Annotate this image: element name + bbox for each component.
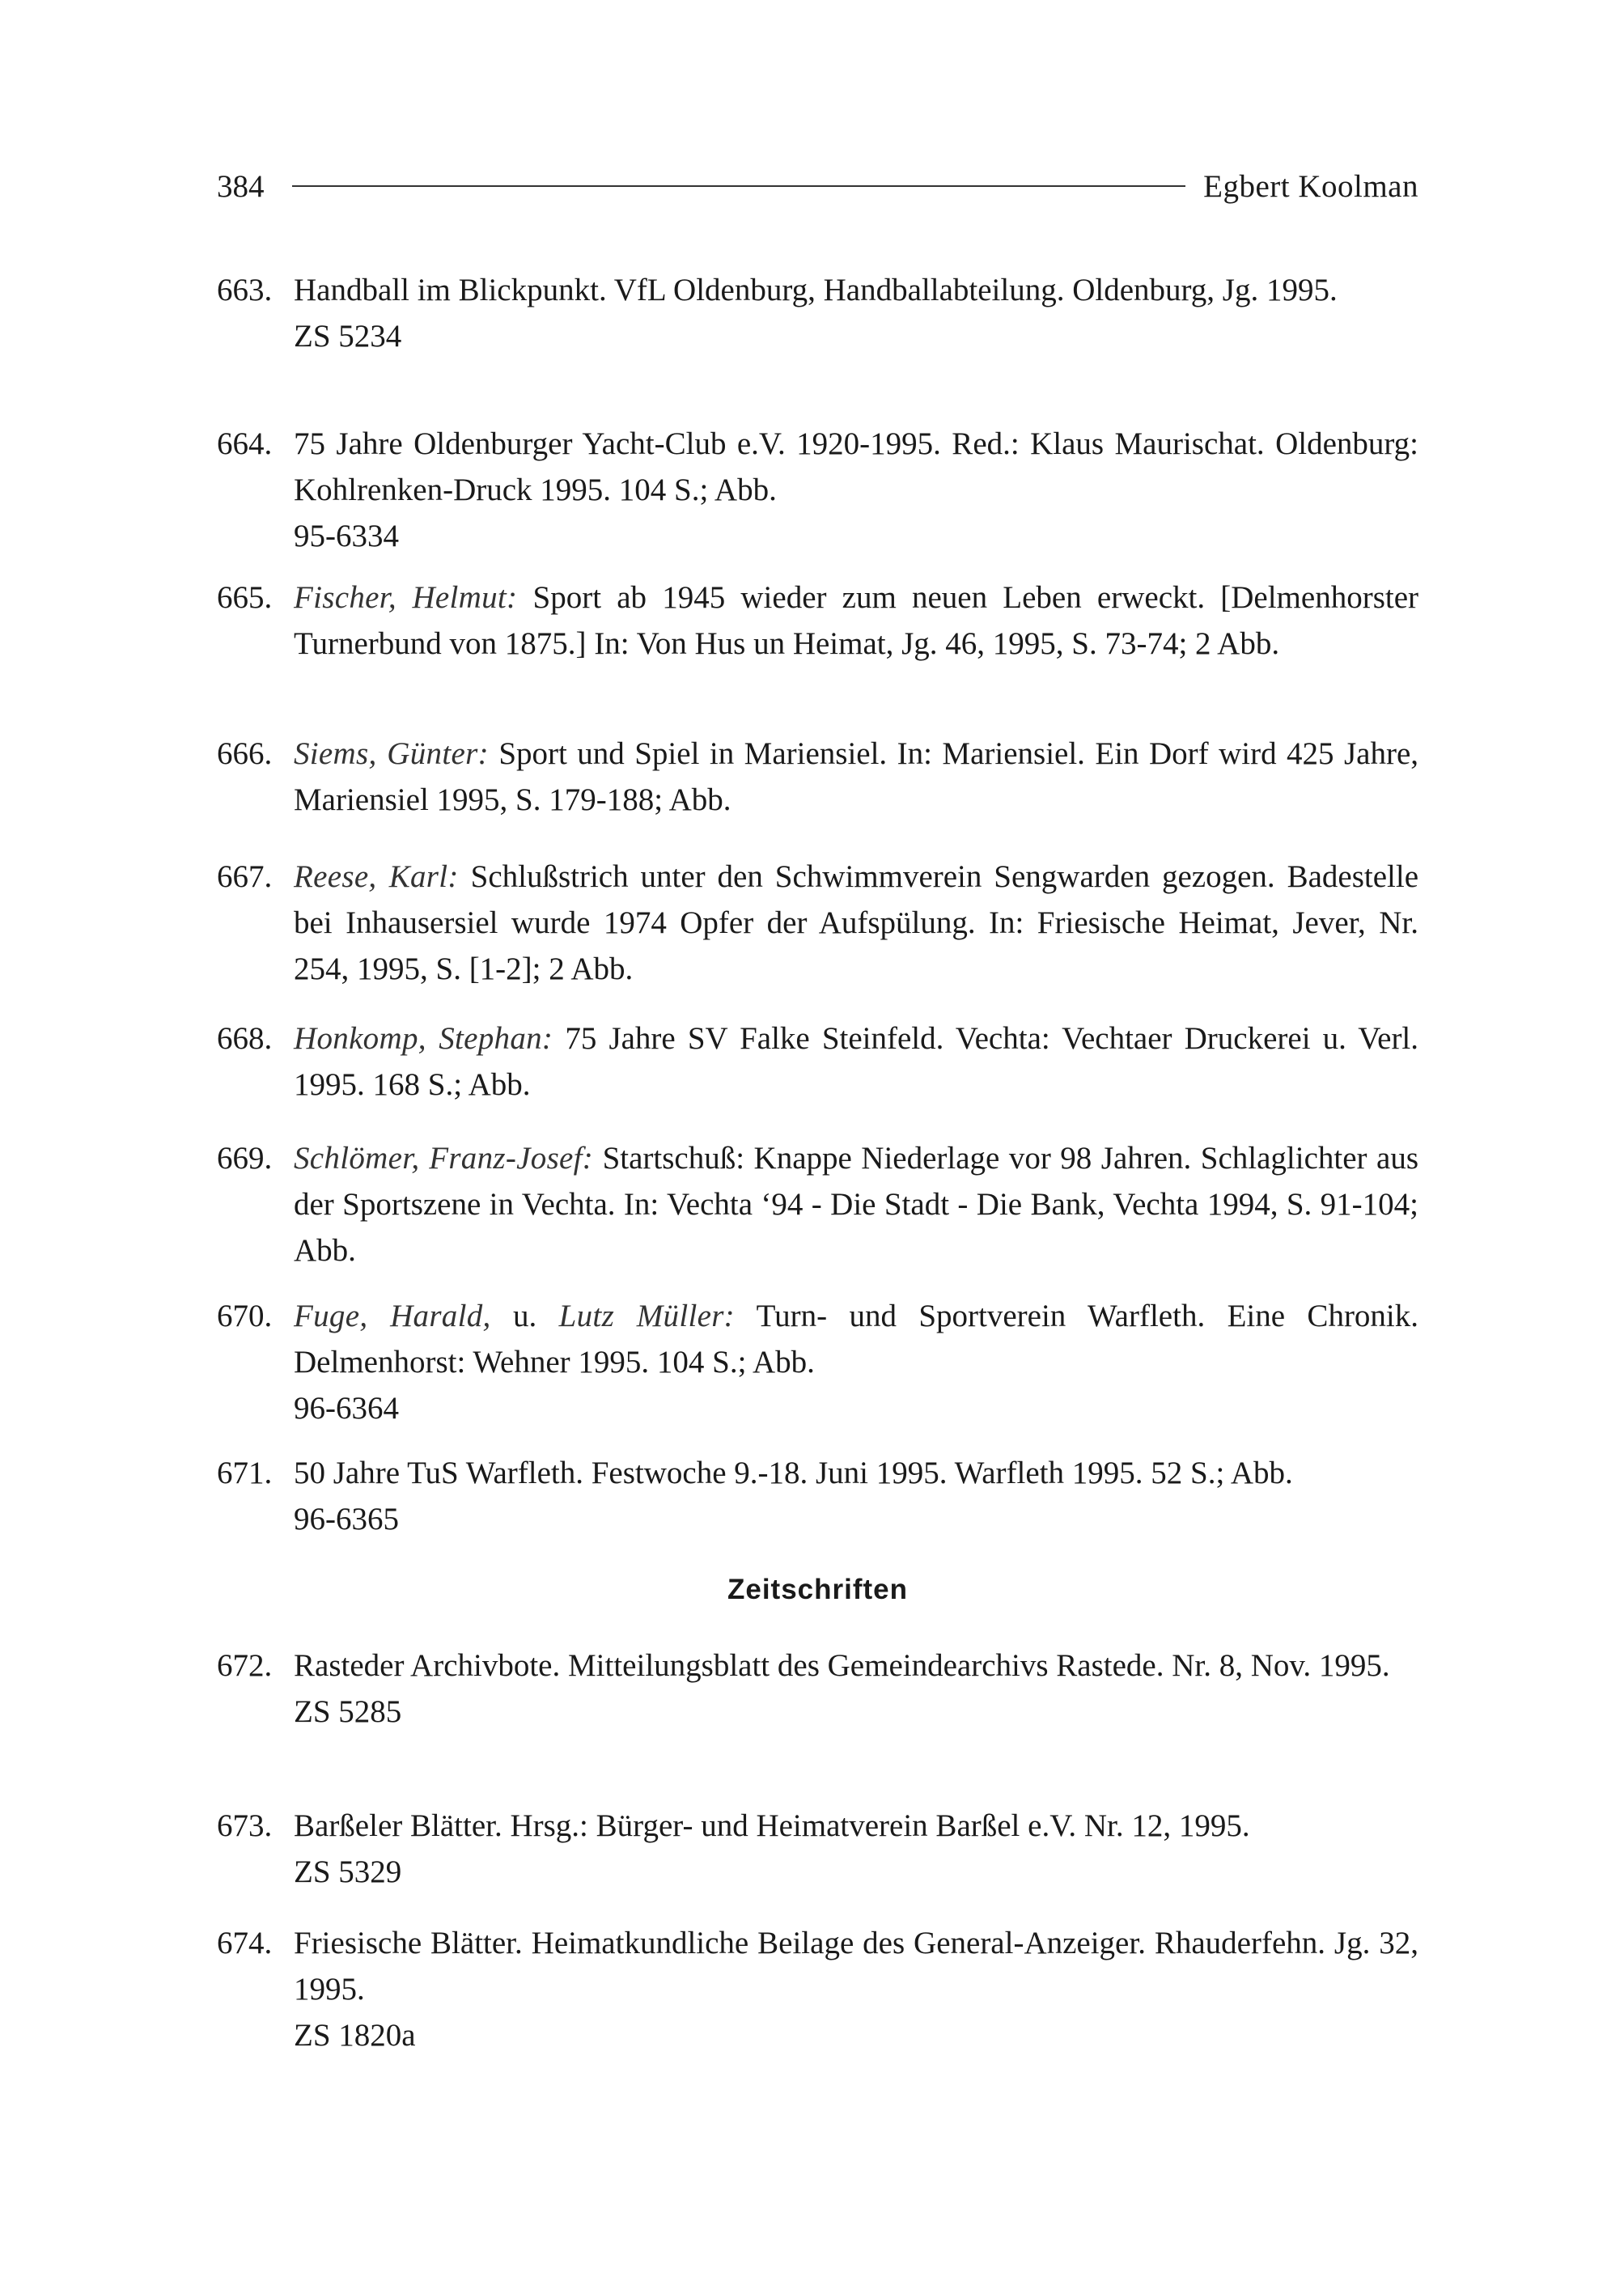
entry-number: 663. [217, 273, 273, 307]
entry-text: Friesische Blätter. Heimatkundliche Beilage des General-Anzeiger. Rhauderfehn. Jg. 32, 1995. [294, 1926, 1418, 2007]
entry-signature: 96-6364 [294, 1391, 399, 1426]
entry-text: Turn- und Sportverein Warfleth. Eine Chronik. Delmenhorst: Wehner 1995. 104 S.; Abb. [294, 1299, 1419, 1380]
entry-body [294, 731, 1418, 823]
bibliography-entry-665 [217, 574, 1418, 667]
periodical-entry-673 [217, 1803, 1418, 1895]
entry-body [294, 421, 1418, 559]
entry-signature: 96-6365 [294, 1502, 399, 1536]
entry-author: Schlömer, Franz-Josef: [294, 1141, 594, 1176]
entry-author-joiner: u. [513, 1299, 537, 1333]
entry-text: Sport und Spiel in Mariensiel. In: Mariensiel. Ein Dorf wird 425 Jahre, Mariensiel 1995, S. 179-188; Abb. [294, 736, 1419, 817]
entry-author: Reese, Karl: [294, 859, 459, 894]
entry-number: 673. [217, 1808, 273, 1843]
section-heading: Zeitschriften [727, 1574, 909, 1605]
bibliography-entry-671 [217, 1450, 1418, 1542]
entry-number: 667. [217, 859, 273, 894]
entry-text: Handball im Blickpunkt. VfL Oldenburg, Handballabteilung. Oldenburg, Jg. 1995. [294, 273, 1338, 307]
entry-number: 664. [217, 426, 273, 461]
entry-text: Sport ab 1945 wieder zum neuen Leben erweckt. [Delmenhorster Turnerbund von 1875.] In: Von Hus un Heimat, Jg. 46, 1995, S. 73-74; 2 Abb. [294, 580, 1419, 661]
entry-text: 75 Jahre SV Falke Steinfeld. Vechta: Vechtaer Druckerei u. Verl. 1995. 168 S.; Abb. [294, 1021, 1419, 1102]
entry-number: 670. [217, 1299, 273, 1333]
entry-number: 674. [217, 1926, 273, 1960]
entry-number: 669. [217, 1141, 273, 1176]
entry-signature: ZS 5329 [294, 1854, 402, 1889]
bibliography-entry-666 [217, 731, 1418, 823]
entry-body [294, 1135, 1418, 1274]
entry-author: Fuge, Harald, [294, 1299, 491, 1333]
entry-body [294, 1920, 1418, 2058]
entry-body [294, 1450, 1418, 1542]
entry-number: 666. [217, 736, 273, 771]
bibliography-entry-664 [217, 421, 1418, 559]
entry-text: Barßeler Blätter. Hrsg.: Bürger- und Heimatverein Barßel e.V. Nr. 12, 1995. [294, 1808, 1250, 1843]
entry-number: 672. [217, 1648, 273, 1683]
entry-number: 671. [217, 1456, 273, 1490]
entry-signature: ZS 5285 [294, 1694, 402, 1729]
entry-text: Startschuß: Knappe Niederlage vor 98 Jahren. Schlaglichter aus der Sportszene in Vechta. In: Vechta ‘94 - Die Stadt - Die Bank, Vechta 1994, S. 91-104; Abb. [294, 1141, 1419, 1268]
entry-body [294, 1642, 1418, 1735]
entry-body [294, 574, 1418, 667]
bibliography-entry-667 [217, 854, 1418, 992]
entry-text: 75 Jahre Oldenburger Yacht-Club e.V. 1920-1995. Red.: Klaus Maurischat. Oldenburg: Kohlrenken-Druck 1995. 104 S.; Abb. [294, 426, 1418, 507]
entry-text: Schlußstrich unter den Schwimmverein Sengwarden gezogen. Badestelle bei Inhausersiel wurde 1974 Opfer der Aufspülung. In: Friesische Heimat, Jever, Nr. 254, 1995, S. [1-2]; 2 Abb. [294, 859, 1419, 986]
entry-signature: ZS 5234 [294, 319, 402, 354]
periodical-entry-672 [217, 1642, 1418, 1735]
bibliography-entry-668 [217, 1015, 1418, 1108]
entry-number: 665. [217, 580, 273, 615]
entry-body [294, 854, 1418, 992]
entry-signature: 95-6334 [294, 519, 399, 553]
entry-author: Honkomp, Stephan: [294, 1021, 553, 1056]
page-number: 384 [217, 168, 265, 204]
entry-signature: ZS 1820a [294, 2018, 416, 2053]
periodical-entry-674 [217, 1920, 1418, 2058]
entry-number: 668. [217, 1021, 273, 1056]
entry-text: Rasteder Archivbote. Mitteilungsblatt des Gemeindearchivs Rastede. Nr. 8, Nov. 1995. [294, 1648, 1390, 1683]
entry-author-second: Lutz Müller: [558, 1299, 735, 1333]
entry-author: Siems, Günter: [294, 736, 489, 771]
entry-body [294, 1803, 1418, 1895]
entry-body [294, 1015, 1418, 1108]
entry-author: Fischer, Helmut: [294, 580, 518, 615]
bibliography-entry-670 [217, 1293, 1418, 1431]
header-rule [292, 185, 1186, 187]
entry-body [294, 267, 1418, 359]
running-header [217, 162, 1418, 210]
header-author: Egbert Koolman [1203, 168, 1418, 204]
bibliography-entry-663 [217, 267, 1418, 359]
bibliography-entry-669 [217, 1135, 1418, 1274]
entry-body [294, 1293, 1418, 1431]
entry-text: 50 Jahre TuS Warfleth. Festwoche 9.-18. Juni 1995. Warfleth 1995. 52 S.; Abb. [294, 1456, 1293, 1490]
